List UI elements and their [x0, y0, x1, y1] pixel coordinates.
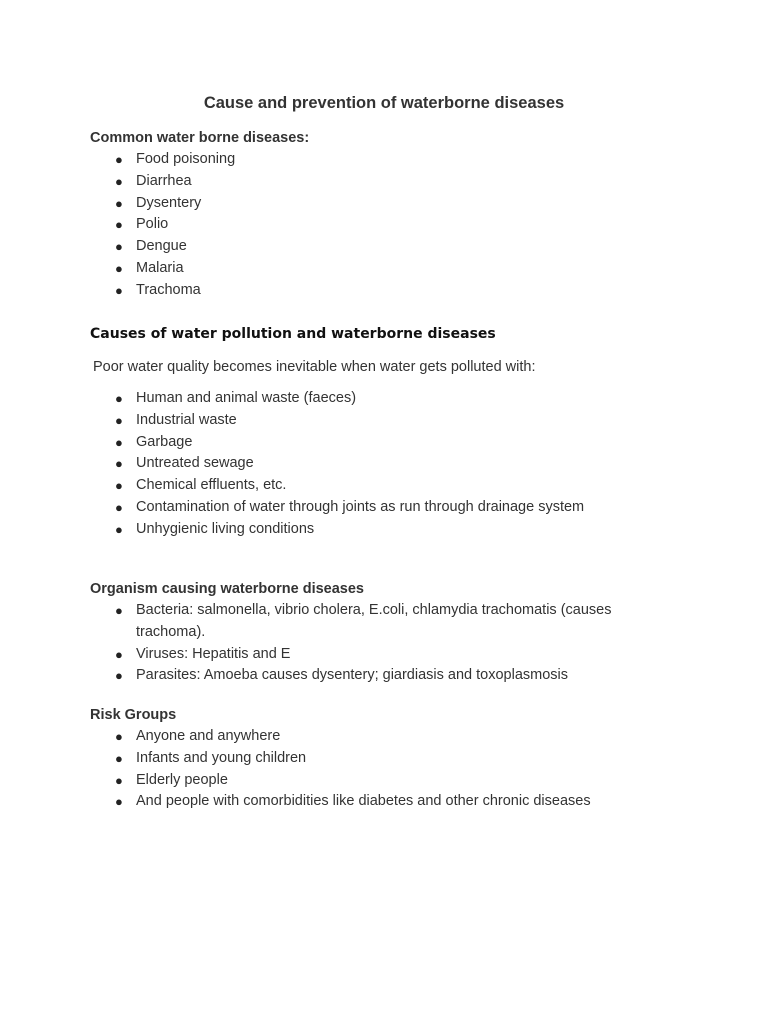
list-item: ● And people with comorbidities like diabetes and other chronic diseases [90, 791, 636, 813]
list-item: ● Viruses: Hepatitis and E [90, 644, 636, 666]
bullet-icon: ● [115, 729, 123, 744]
list-item: ● Parasites: Amoeba causes dysentery; giardiasis and toxoplasmosis [90, 665, 636, 687]
section-heading: Risk Groups [90, 707, 177, 723]
section-intro: Poor water quality becomes inevitable when water gets polluted with: [93, 359, 536, 375]
bullet-icon: ● [115, 521, 123, 537]
bullet-icon: ● [115, 260, 123, 276]
list-item: ● Malaria [90, 258, 636, 280]
list-item: ● Dengue [90, 236, 636, 258]
list-item: ● Chemical effluents, etc. [90, 475, 636, 497]
list-item: ● Untreated sewage [90, 453, 636, 475]
bullet-icon: ● [115, 434, 123, 450]
list-item: ● Elderly people [90, 770, 636, 792]
bullet-icon: ● [115, 282, 123, 298]
list-item: ● Bacteria: salmonella, vibrio cholera, E.coli, chlamydia trachomatis (causes trachoma). [115, 602, 612, 640]
bullet-list [90, 388, 690, 541]
document-title: Cause and prevention of waterborne diseases [203, 94, 565, 112]
bullet-icon: ● [115, 750, 123, 766]
bullet-icon: ● [115, 391, 123, 406]
bullet-icon: ● [115, 217, 123, 233]
bullet-icon: ● [115, 603, 123, 618]
section-heading: Organism causing waterborne diseases [90, 581, 364, 597]
list-item: ● Unhygienic living conditions [90, 519, 636, 541]
bullet-list [90, 149, 690, 302]
bullet-icon: ● [115, 668, 123, 684]
list-item: ● Human and animal waste (faeces) [90, 388, 636, 410]
list-item: ● Diarrhea [90, 171, 636, 193]
bullet-icon: ● [115, 646, 123, 662]
list-item: ● Dysentery [90, 193, 636, 215]
bullet-icon: ● [115, 412, 123, 428]
bullet-icon: ● [115, 499, 123, 515]
bullet-icon: ● [115, 239, 123, 255]
list-item: ● Food poisoning [90, 149, 636, 171]
bullet-icon: ● [115, 152, 123, 167]
list-item: ● Industrial waste [90, 410, 636, 432]
section-risk-groups [90, 704, 690, 813]
list-item: ● Trachoma [90, 280, 636, 302]
list-item: ● Infants and young children [90, 748, 636, 770]
section-causes [90, 323, 690, 541]
bullet-list [90, 600, 690, 687]
bullet-list [90, 726, 690, 813]
section-common-diseases [90, 127, 690, 302]
list-item: ● Anyone and anywhere [90, 726, 636, 748]
bullet-icon: ● [115, 195, 123, 211]
section-organisms [90, 578, 690, 687]
list-item: ● Polio [90, 214, 636, 236]
bullet-icon: ● [115, 456, 123, 472]
section-heading: Causes of water pollution and waterborne diseases [90, 326, 496, 342]
bullet-icon: ● [115, 173, 123, 189]
section-heading: Common water borne diseases: [90, 130, 310, 146]
list-item: ● Garbage [90, 432, 636, 454]
bullet-icon: ● [115, 772, 123, 788]
bullet-icon: ● [115, 478, 123, 494]
list-item: ● Contamination of water through joints as run through drainage system [90, 497, 636, 519]
bullet-icon: ● [115, 794, 123, 810]
